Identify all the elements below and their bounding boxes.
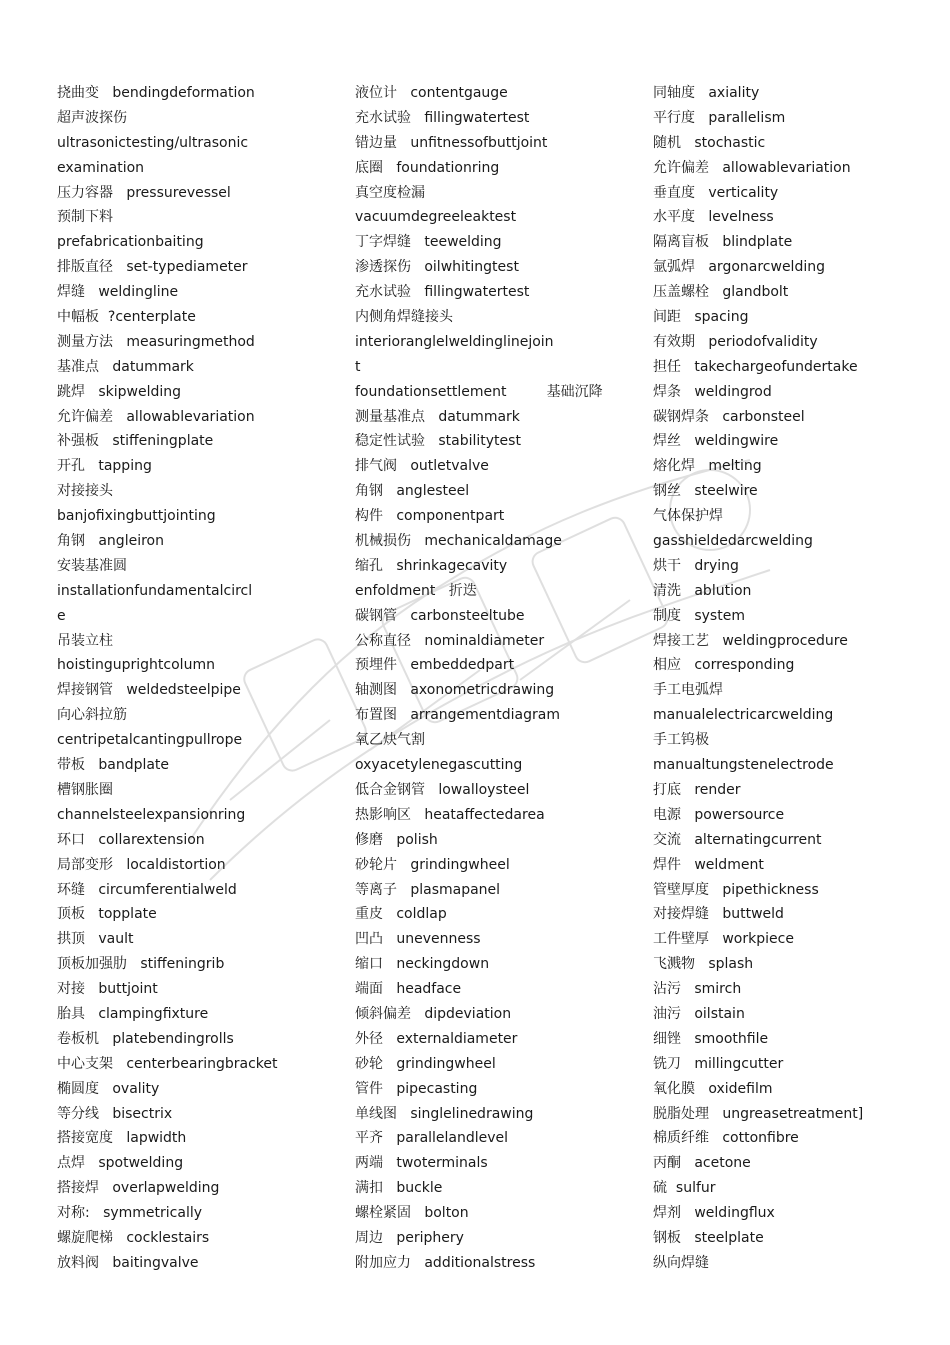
term-line: 压盖螺栓 glandbolt (653, 284, 789, 301)
term-line: 局部变形 localdistortion (57, 856, 226, 873)
term-line: 钢丝 steelwire (653, 483, 758, 500)
term-line: prefabricationbaiting (57, 234, 204, 251)
term-line: 对接焊缝 buttweld (653, 906, 784, 923)
term-line: 测量方法 measuringmethod (57, 333, 255, 350)
term-line: 排版直径 set-typediameter (57, 259, 248, 276)
term-line: manualelectricarcwelding (653, 707, 834, 724)
term-line: t (355, 358, 361, 375)
term-line: 向心斜拉筋 (57, 707, 127, 724)
term-line: 真空度检漏 (355, 184, 425, 201)
term-line: 等离子 plasmapanel (355, 881, 501, 898)
term-line: 中心支架 centerbearingbracket (57, 1055, 278, 1072)
term-line: ultrasonictesting/ultrasonic (57, 134, 249, 151)
term-line: 缩孔 shrinkagecavity (355, 557, 508, 574)
term-line: 凹凸 unevenness (355, 931, 481, 948)
term-line: 预埋件 embeddedpart (355, 657, 515, 674)
term-line: 布置图 arrangementdiagram (355, 707, 560, 724)
term-line: 制度 system (653, 607, 745, 624)
column-3 (653, 81, 943, 1276)
term-line: 胎具 clampingfixture (57, 1005, 209, 1022)
term-line: enfoldment 折迭 (355, 582, 477, 599)
term-line: 公称直径 nominaldiameter (355, 632, 545, 649)
term-line: 砂轮 grindingwheel (355, 1055, 496, 1072)
term-line: 焊接工艺 weldingprocedure (653, 632, 848, 649)
term-line: 对称: symmetrically (57, 1205, 203, 1222)
term-line: 基准点 datummark (57, 358, 194, 375)
term-line: banjofixingbuttjointing (57, 508, 216, 525)
term-line: 同轴度 axiality (653, 85, 760, 101)
term-line: 棉质纤维 cottonfibre (653, 1130, 799, 1147)
term-line: 丙酮 acetone (653, 1155, 751, 1172)
term-line: 管件 pipecasting (355, 1080, 478, 1097)
term-line: 椭圆度 ovality (57, 1080, 160, 1097)
term-line: 附加应力 additionalstress (355, 1254, 536, 1271)
term-line: 预制下料 (57, 209, 113, 226)
term-line: 卷板机 platebendingrolls (57, 1030, 234, 1047)
term-line: 沾污 smirch (653, 981, 742, 998)
term-line: 脱脂处理 ungreasetreatment] (653, 1105, 864, 1122)
term-line: 轴测图 axonometricdrawing (355, 682, 555, 699)
term-line: foundationsettlement 基础沉降 (355, 383, 603, 400)
term-line: 垂直度 verticality (653, 184, 779, 201)
term-line: centripetalcantingpullrope (57, 732, 243, 749)
term-line: 碳钢管 carbonsteeltube (355, 607, 525, 624)
term-line: 超声波探伤 (57, 109, 127, 126)
term-line: 放料阀 baitingvalve (57, 1254, 199, 1271)
term-line: channelsteelexpansionring (57, 806, 246, 823)
term-line: 焊件 weldment (653, 856, 764, 873)
term-line: 中幅板 ?centerplate (57, 309, 196, 326)
term-line: installationfundamentalcircl (57, 582, 253, 599)
term-line: 焊丝 weldingwire (653, 433, 779, 450)
term-line: 挠曲变 bendingdeformation (57, 85, 255, 101)
term-line: 机械损伤 mechanicaldamage (355, 533, 562, 550)
term-line: 液位计 contentgauge (355, 85, 508, 101)
term-line: 钢板 steelplate (653, 1229, 764, 1246)
term-line: 交流 alternatingcurrent (653, 831, 822, 848)
term-line: 水平度 levelness (653, 209, 774, 226)
term-line: 充水试验 fillingwatertest (355, 284, 530, 301)
term-line: 氧乙炔气割 (355, 732, 425, 749)
term-line: 带板 bandplate (57, 757, 170, 774)
term-line: 补强板 stiffeningplate (57, 433, 214, 450)
term-line: 安装基准圆 (57, 557, 127, 574)
term-line: 随机 stochastic (653, 134, 766, 151)
term-line: vacuumdegreeleaktest (355, 209, 517, 226)
term-line: 角钢 angleiron (57, 533, 164, 550)
term-line: interioranglelweldinglinejoin (355, 333, 554, 350)
term-line: manualtungstenelectrode (653, 757, 834, 774)
term-line: 担任 takechargeofundertake (653, 358, 858, 375)
term-line: 平齐 parallelandlevel (355, 1130, 509, 1147)
term-line: 点焊 spotwelding (57, 1155, 184, 1172)
term-line: gasshieldedarcwelding (653, 533, 813, 550)
term-line: 单线图 singlelinedrawing (355, 1105, 534, 1122)
term-line: 焊条 weldingrod (653, 383, 772, 400)
term-line: e (57, 607, 66, 624)
term-line: 构件 componentpart (355, 508, 505, 525)
term-line: 纵向焊缝 (653, 1254, 709, 1271)
term-line: 铣刀 millingcutter (653, 1055, 784, 1072)
term-line: 热影响区 heataffectedarea (355, 806, 545, 823)
term-line: 搭接宽度 lapwidth (57, 1130, 187, 1147)
term-line: 螺栓紧固 bolton (355, 1205, 469, 1222)
term-line: 错边量 unfitnessofbuttjoint (355, 134, 548, 151)
term-line: 角钢 anglesteel (355, 483, 470, 500)
term-line: 焊剂 weldingflux (653, 1205, 775, 1222)
term-line: 满扣 buckle (355, 1180, 443, 1197)
term-line: 手工电弧焊 (653, 682, 723, 699)
term-line: 碳钢焊条 carbonsteel (653, 408, 805, 425)
term-line: 环缝 circumferentialweld (57, 881, 237, 898)
term-line: 低合金钢管 lowalloysteel (355, 781, 530, 798)
term-line: 工件壁厚 workpiece (653, 931, 794, 948)
column-1 (57, 81, 347, 1276)
term-line: 充水试验 fillingwatertest (355, 109, 530, 126)
term-line: 测量基准点 datummark (355, 408, 520, 425)
term-line: 飞溅物 splash (653, 956, 754, 973)
term-line: 端面 headface (355, 981, 462, 998)
term-line: 允许偏差 allowablevariation (57, 408, 255, 425)
term-line: 砂轮片 grindingwheel (355, 856, 510, 873)
term-line: 排气阀 outletvalve (355, 458, 489, 475)
term-line: 硫 sulfur (653, 1180, 716, 1197)
term-line: 氩弧焊 argonarcwelding (653, 259, 825, 276)
term-line: 打底 render (653, 781, 741, 798)
term-line: 两端 twoterminals (355, 1155, 488, 1172)
term-line: 焊缝 weldingline (57, 284, 179, 301)
term-line: 跳焊 skipwelding (57, 383, 182, 400)
term-line: 油污 oilstain (653, 1005, 745, 1022)
term-line: 周边 periphery (355, 1229, 464, 1246)
term-line: 槽钢胀圈 (57, 781, 113, 798)
term-line: 吊装立柱 (57, 632, 113, 649)
term-line: 内侧角焊缝接头 (355, 309, 453, 326)
term-line: oxyacetylenegascutting (355, 757, 523, 774)
term-line: 螺旋爬梯 cocklestairs (57, 1229, 210, 1246)
term-line: 顶板加强肋 stiffeningrib (57, 956, 225, 973)
term-line: 外径 externaldiameter (355, 1030, 518, 1047)
term-line: 压力容器 pressurevessel (57, 184, 231, 201)
term-line: 拱顶 vault (57, 931, 134, 948)
term-line: 烘干 drying (653, 557, 739, 574)
term-line: 顶板 topplate (57, 906, 157, 923)
term-line: 搭接焊 overlapwelding (57, 1180, 220, 1197)
term-line: 等分线 bisectrix (57, 1105, 173, 1122)
term-line: 清洗 ablution (653, 582, 752, 599)
term-line: 平行度 parallelism (653, 109, 786, 126)
term-line: 丁字焊缝 teewelding (355, 234, 502, 251)
term-line: 气体保护焊 (653, 508, 723, 525)
term-line: 稳定性试验 stabilitytest (355, 433, 521, 450)
term-line: 开孔 tapping (57, 458, 152, 475)
term-line: 重皮 coldlap (355, 906, 447, 923)
term-line: 对接接头 (57, 483, 113, 500)
term-line: 环口 collarextension (57, 831, 205, 848)
term-line: 渗透探伤 oilwhitingtest (355, 259, 519, 276)
term-line: 氧化膜 oxidefilm (653, 1080, 773, 1097)
term-line: 细锉 smoothfile (653, 1030, 769, 1047)
term-line: 管壁厚度 pipethickness (653, 881, 819, 898)
term-line: 熔化焊 melting (653, 458, 762, 475)
term-line: 有效期 periodofvalidity (653, 333, 818, 350)
term-line: 对接 buttjoint (57, 981, 158, 998)
term-line: 底圈 foundationring (355, 159, 500, 176)
term-line: 间距 spacing (653, 309, 749, 326)
term-line: 修磨 polish (355, 831, 438, 848)
term-line: 倾斜偏差 dipdeviation (355, 1005, 512, 1022)
term-line: examination (57, 159, 145, 176)
term-line: 手工钨极 (653, 732, 709, 749)
term-line: 相应 corresponding (653, 657, 795, 674)
term-line: hoistinguprightcolumn (57, 657, 215, 674)
term-line: 焊接钢管 weldedsteelpipe (57, 682, 241, 699)
column-2 (355, 81, 645, 1276)
term-line: 缩口 neckingdown (355, 956, 490, 973)
term-line: 隔离盲板 blindplate (653, 234, 793, 251)
term-line: 电源 powersource (653, 806, 785, 823)
term-line: 允许偏差 allowablevariation (653, 159, 851, 176)
